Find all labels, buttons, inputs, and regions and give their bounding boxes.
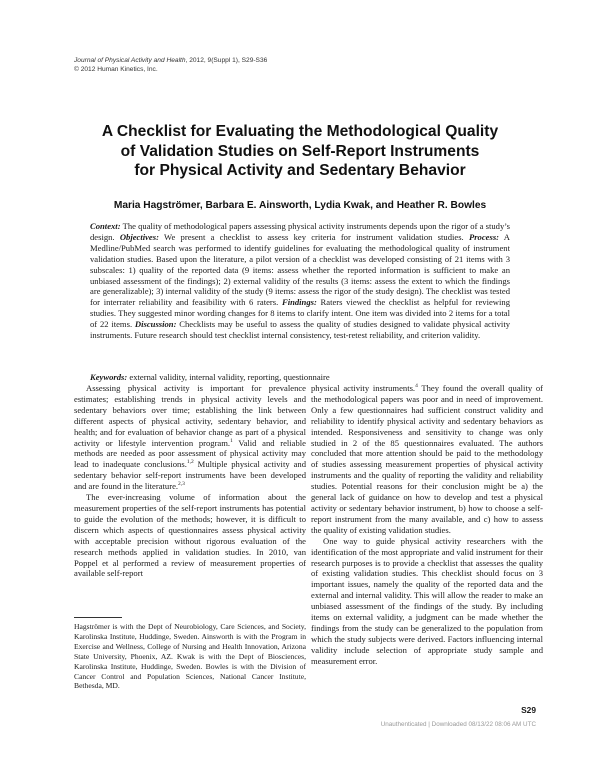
text-span: physical activity instruments. (311, 383, 416, 393)
context-label: Context: (90, 221, 121, 231)
findings-text: Raters viewed the checklist as helpful for reviewing studies. They suggested minor wording changes for 8 items to clarify intent. One item was divided into 2 items for a total of 22 items. (90, 297, 510, 330)
objectives-label: Objectives: (119, 231, 159, 242)
title-line-3: for Physical Activity and Sedentary Behavior (134, 162, 466, 180)
text-span: Valid and reliable methods are needed as poor assessment of physical activity may lead to inadequate conclusions. (74, 437, 306, 470)
copyright: © 2012 Human Kinetics, Inc. (74, 65, 158, 73)
journal-header (74, 57, 267, 74)
article-title (60, 122, 540, 181)
paragraph (311, 383, 543, 536)
citation-ref: 1 (230, 437, 233, 444)
keywords (90, 372, 510, 383)
citation-ref: 2,3 (178, 481, 185, 488)
keywords-text: external validity, internal validity, reporting, questionnaire (127, 372, 330, 382)
text-span: Assessing physical activity is important for prevalence estimates; establishing trends in physical activity levels and sedentary behaviors over time; establishing the link between different aspects of physical activity, sedentary behavior, and health; and for evaluation of behavior change as part of a physical activity or lifestyle intervention program. (74, 383, 306, 448)
page-number: S29 (521, 705, 536, 715)
paragraph (74, 383, 306, 492)
footnote-divider (74, 617, 122, 618)
keywords-label: Keywords: (90, 372, 128, 382)
context-text: The quality of methodological papers assessing physical activity instruments depends upon the rigor of a study’s design. (90, 221, 510, 242)
paragraph: The ever-increasing volume of information about the measurement properties of the self-report instruments has potential to guide the evolution of the methods; however, it is difficult to discern which aspects of questionnaires assess physical activity with acceptable precision without rigorous evaluation of the research methods applied in validation studies. In 2010, van Poppel et al performed a review of measurement properties of available self-report (74, 492, 306, 579)
title-line-1: A Checklist for Evaluating the Methodological Quality (101, 123, 499, 140)
objectives-text: We present a checklist to assess key criteria for instrument validation studies. (158, 231, 469, 242)
text-span: They found the overall quality of the methodological papers was poor and in need of improvement. Only a few questionnaires had sufficient construct validity and reliability to identify physical activity and sedentary behaviors as intended. Responsiveness and sensitivity to change was only studied in 2 of the 85 questionnaires evaluated. The authors concluded that more attention should be paid to the methodology of studies assessing measurement properties of physical activity instruments and the quality of reporting the validity and reliability studies. Potential reasons for their conclusion might be a) the general lack of guidance on how to develop and test a physical activity or sedentary behavior instrument, b) how to choose a self-report instrument from the many available, and c) how to assess the quality of existing validation studies. (311, 383, 543, 535)
discussion-label: Discussion: (134, 319, 177, 330)
authors: Maria Hagströmer, Barbara E. Ainsworth, Lydia Kwak, and Heather R. Bowles (113, 200, 487, 211)
citation-ref: 4 (415, 383, 418, 390)
journal-info: , 2012, 9(Suppl 1), S29-S36 (185, 57, 268, 64)
discussion-text: Checklists may be useful to assess the quality of studies designed to validate physical activity instruments. Future research should test checklist internal consistency, test-retest reliability, and criterion validity. (90, 319, 511, 341)
process-text: A Medline/PubMed search was performed to identify guidelines for evaluating the methodological quality of instrument validation studies. Based upon the literature, a pilot version of a checklist was developed consisting of 21 items with 3 subscales: 1) quality of the reported data (9 items: assess whether the reported information is sufficient to make an unbiased assessment of the findings); 2) external validity of the results (3 items: assess the extent to which the findings are generalizable); 3) internal validity of the study (9 items: assess the rigor of the study design). The checklist was tested for interrater reliability and feasibility with 6 raters. (90, 231, 511, 308)
body-column-left (74, 383, 306, 579)
text-span: Multiple physical activity and sedentary behavior self-report instruments have been developed and are found in the literature. (74, 459, 306, 492)
paragraph: One way to guide physical activity researchers with the identification of the most appropriate and valid instrument for their research purposes is to provide a checklist that assesses the quality of existing validation studies. This checklist should focus on 3 important issues, namely the quality of the reported data and the external and internal validity. This will allow the reader to make an unbiased assessment of the findings of the study. By including items on external validity, a judgment can be made whether the findings from the study can be generalized to the population from which the study subjects were derived. Factors influencing internal validity include selection of appropriate study sample and measurement error. (311, 535, 543, 666)
findings-label: Findings: (281, 297, 317, 308)
abstract (90, 221, 510, 341)
body-column-right (311, 383, 543, 667)
journal-name: Journal of Physical Activity and Health (74, 57, 186, 64)
process-label: Process: (468, 231, 500, 242)
title-line-2: of Validation Studies on Self-Report Instruments (120, 142, 480, 160)
journal-citation (74, 57, 267, 66)
download-stamp: Unauthenticated | Downloaded 08/13/22 08:06 AM UTC (380, 721, 536, 728)
citation-ref: 1,2 (186, 459, 194, 466)
author-affiliations-footnote: Hagströmer is with the Dept of Neurobiology, Care Sciences, and Society, Karolinska Institute, Huddinge, Sweden. Ainsworth is with the Program in Exercise and Wellness, College of Nursing and Health Innovation, Arizona State University, Phoenix, AZ. Kwak is with the Dept of Biosciences, Karolinska Institute, Huddinge, Sweden. Bowles is with the Division of Cancer Control and Population Sciences, National Cancer Institute, Bethesda, MD. (74, 622, 306, 691)
